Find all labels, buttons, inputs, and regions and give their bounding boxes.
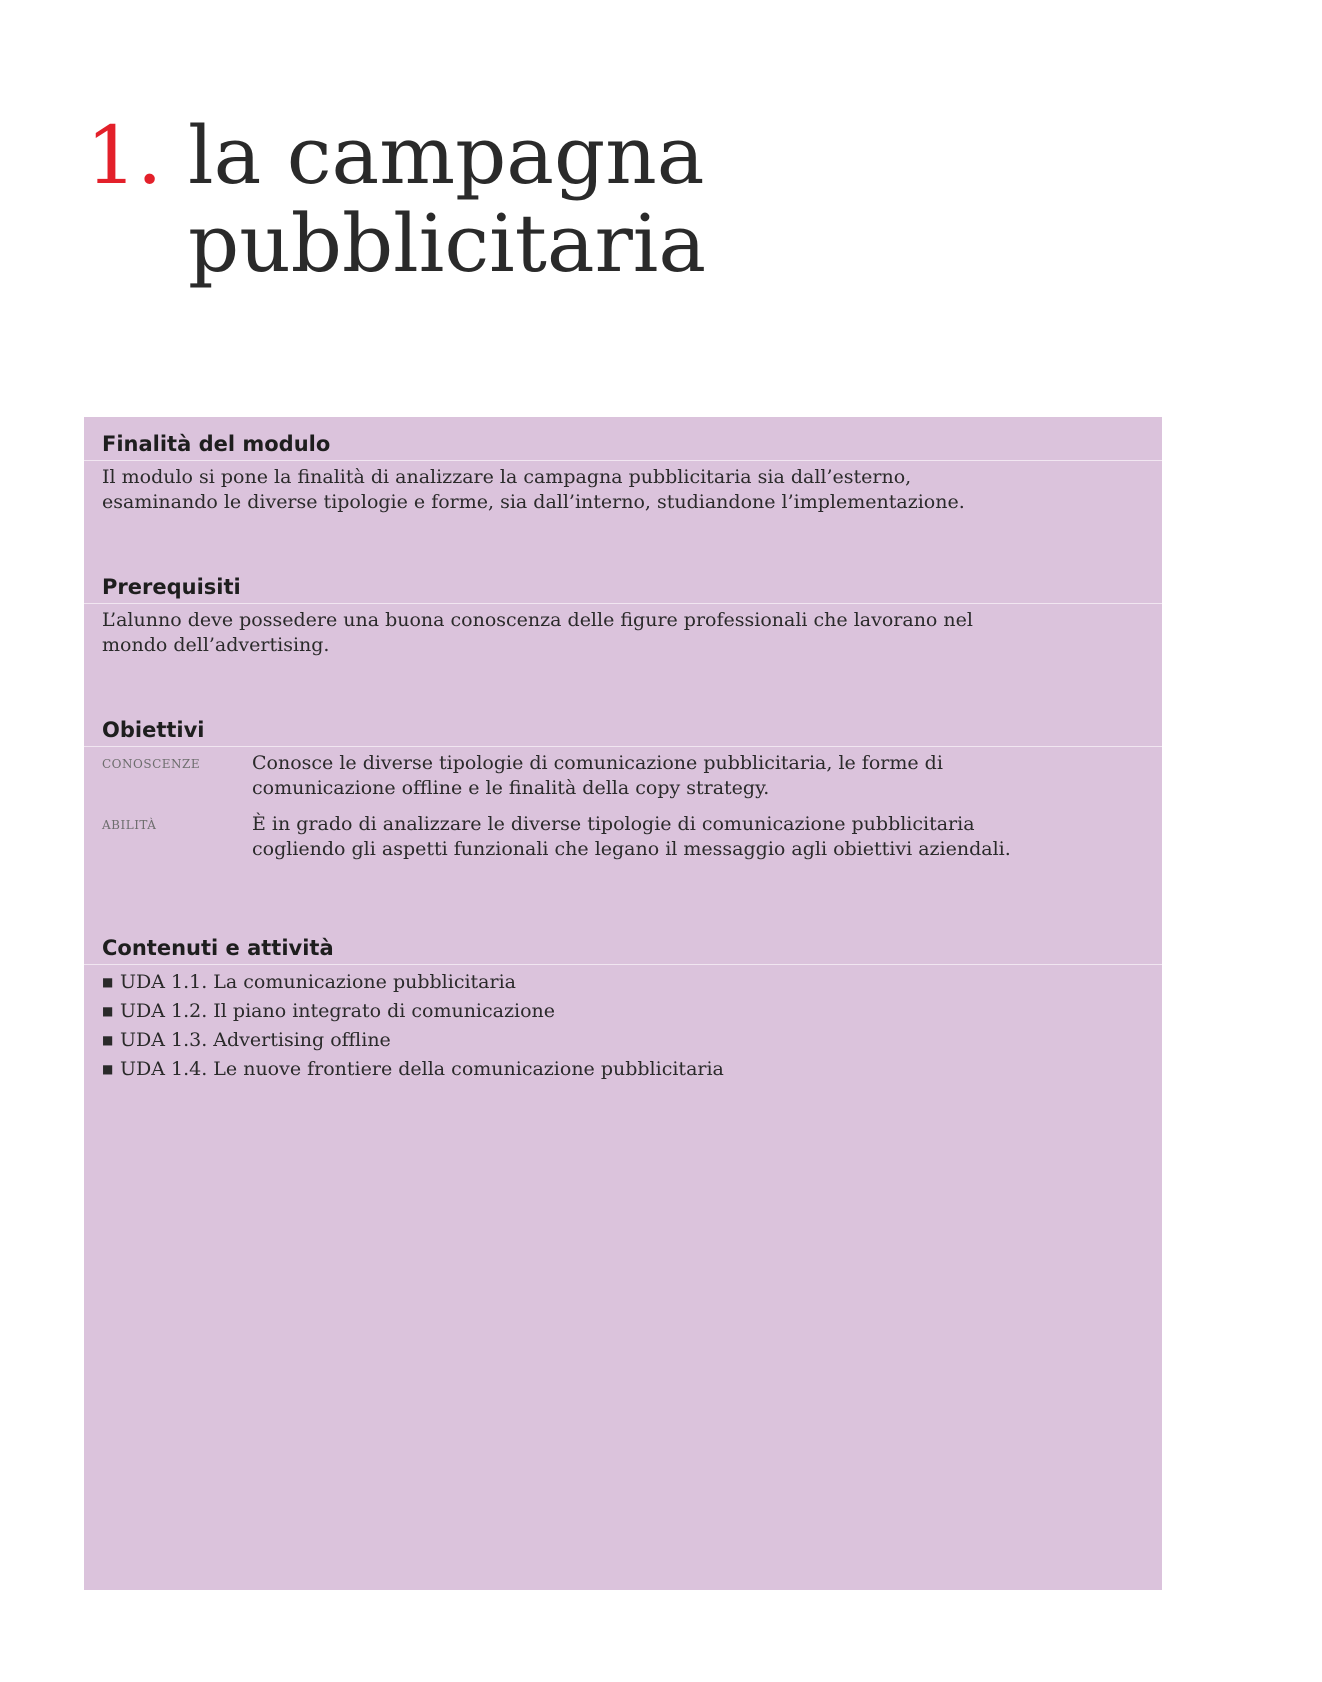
section-heading: Prerequisiti xyxy=(84,572,1162,604)
objectives-list xyxy=(84,747,1162,862)
section-heading: Contenuti e attività xyxy=(84,933,1162,965)
list-item xyxy=(84,969,1162,998)
section-finalita xyxy=(84,429,1162,515)
list-item xyxy=(84,1027,1162,1056)
module-title-text xyxy=(188,109,707,290)
section-contenuti xyxy=(84,933,1162,1085)
list-item-text: UDA 1.1. La comunicazione pubblicitaria xyxy=(120,971,516,993)
section-body: L’alunno deve possedere una buona conoscenza delle figure professionali che lavorano nel mondo dell’advertising. xyxy=(102,609,973,656)
contents-list xyxy=(84,965,1162,1085)
bullet-icon: ■ xyxy=(102,1004,114,1018)
list-item-text: UDA 1.4. Le nuove frontiere della comunicazione pubblicitaria xyxy=(120,1058,724,1080)
list-item-text: UDA 1.3. Advertising offline xyxy=(120,1029,391,1051)
section-prerequisiti xyxy=(84,572,1162,658)
section-obiettivi xyxy=(84,715,1162,873)
objective-text: Conosce le diverse tipologie di comunicazione pubblicitaria, le forme di comunicazione offline e le finalità della copy strategy. xyxy=(252,752,943,799)
module-info-panel xyxy=(84,417,1162,1590)
list-item xyxy=(84,998,1162,1027)
objective-label: CONOSCENZE xyxy=(102,757,201,771)
list-item-text: UDA 1.2. Il piano integrato di comunicazione xyxy=(120,1000,555,1022)
section-body: Il modulo si pone la finalità di analizzare la campagna pubblicitaria sia dall’esterno, esaminando le diverse tipologie e forme, sia dall’interno, studiandone l’implementazione. xyxy=(102,466,965,513)
section-heading: Finalità del modulo xyxy=(84,429,1162,461)
module-number: 1. xyxy=(86,109,163,202)
objective-row xyxy=(84,812,1162,862)
objective-label: ABILITÀ xyxy=(102,818,157,832)
bullet-icon: ■ xyxy=(102,1033,114,1047)
objective-text: È in grado di analizzare le diverse tipologie di comunicazione pubblicitaria cogliendo gli aspetti funzionali che legano il messaggio agli obiettivi aziendali. xyxy=(252,813,1011,860)
bullet-icon: ■ xyxy=(102,1062,114,1076)
list-item xyxy=(84,1056,1162,1085)
module-title-line-1: la campagna xyxy=(188,109,705,202)
section-heading: Obiettivi xyxy=(84,715,1162,747)
objective-row xyxy=(84,751,1162,801)
bullet-icon: ■ xyxy=(102,975,114,989)
module-title-line-2: pubblicitaria xyxy=(188,197,707,290)
